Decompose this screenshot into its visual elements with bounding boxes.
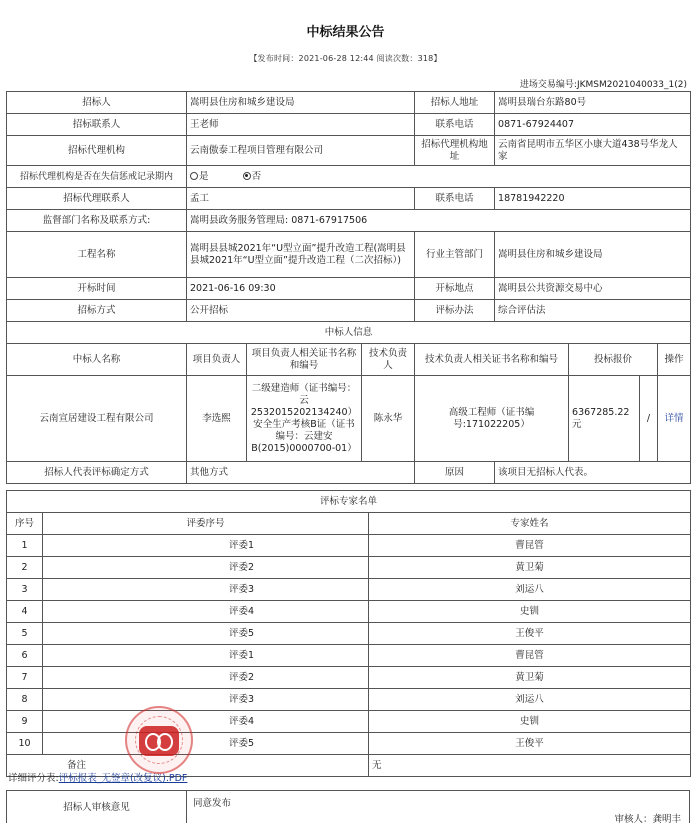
expert-row xyxy=(7,535,691,557)
expert-row xyxy=(7,689,691,711)
expert-no: 7 xyxy=(7,667,43,689)
detail-link[interactable]: 详情 xyxy=(658,376,691,462)
review-row xyxy=(6,790,690,823)
winner-name-header: 中标人名称 xyxy=(7,344,187,376)
reviewer: 审核人：龚明丰 xyxy=(614,814,681,823)
score-table-label: 详细评分表: xyxy=(8,773,59,784)
winner-price: 6367285.22元 xyxy=(569,376,640,462)
method-value: 公开招标 xyxy=(187,300,415,322)
contact-label: 招标联系人 xyxy=(7,114,187,136)
radio-yes-label: 是 xyxy=(199,170,209,182)
expert-no: 9 xyxy=(7,711,43,733)
agency-phone-label: 联系电话 xyxy=(415,188,495,210)
experts-section-title: 评标专家名单 xyxy=(7,491,691,513)
expert-no: 3 xyxy=(7,579,43,601)
open-time-label: 开标时间 xyxy=(7,278,187,300)
score-table-row xyxy=(6,770,690,788)
method-label: 招标方式 xyxy=(7,300,187,322)
contact-value: 王老师 xyxy=(187,114,415,136)
expert-seq: 评委4 xyxy=(43,601,369,623)
action-header: 操作 xyxy=(658,344,691,376)
radio-no-label: 否 xyxy=(251,170,262,182)
expert-name: 刘运八 xyxy=(369,579,691,601)
score-table-link[interactable]: 评标报表_无签章(改复议).PDF xyxy=(58,773,188,784)
expert-name: 史钏 xyxy=(369,601,691,623)
winner-tech-cert: 高级工程师（证书编号:171022205） xyxy=(415,376,569,462)
remark-value-text: 无 xyxy=(372,759,382,771)
expert-name: 史钏 xyxy=(369,711,691,733)
phone-label: 联系电话 xyxy=(415,114,495,136)
expert-row xyxy=(7,579,691,601)
publish-meta: 【发布时间：2021-06-28 12:44 阅读次数：318】 xyxy=(249,54,442,63)
expert-seq: 评委2 xyxy=(43,667,369,689)
open-place-label: 开标地点 xyxy=(415,278,495,300)
expert-seq: 评委4 xyxy=(43,711,369,733)
dishonest-label: 招标代理机构是否在失信惩戒记录期内 xyxy=(7,166,187,188)
expert-name: 王俊平 xyxy=(369,733,691,755)
agency-label: 招标代理机构 xyxy=(7,136,187,166)
dept-label: 行业主管部门 xyxy=(415,232,495,278)
expert-name: 黄卫菊 xyxy=(369,557,691,579)
expert-seq: 评委3 xyxy=(43,579,369,601)
expert-row xyxy=(7,645,691,667)
tech-header: 技术负责人 xyxy=(362,344,415,376)
expert-no-header: 序号 xyxy=(7,513,43,535)
eval-label: 评标办法 xyxy=(415,300,495,322)
open-time-value: 2021-06-16 09:30 xyxy=(187,278,415,300)
expert-row xyxy=(7,733,691,755)
expert-no: 10 xyxy=(7,733,43,755)
tenderer-label: 招标人 xyxy=(7,92,187,114)
expert-no: 4 xyxy=(7,601,43,623)
reason-label: 原因 xyxy=(415,462,495,484)
expert-name-header: 专家姓名 xyxy=(369,513,691,535)
expert-row xyxy=(7,601,691,623)
open-place-value: 嵩明县公共资源交易中心 xyxy=(495,278,691,300)
phone-value: 0871-67924407 xyxy=(495,114,691,136)
price-header: 投标报价 xyxy=(569,344,658,376)
expert-seq: 评委5 xyxy=(43,733,369,755)
agency-value: 云南傲泰工程项目管理有限公司 xyxy=(187,136,415,166)
expert-row xyxy=(7,557,691,579)
bid-info-table xyxy=(6,91,691,484)
winner-pm-cert: 二级建造师（证书编号：云2532015202134240）安全生产考核B证（证书编号：云建安B(2015)0000700-01） xyxy=(247,376,362,462)
expert-name: 黄卫菊 xyxy=(369,667,691,689)
agency-contact-label: 招标代理联系人 xyxy=(7,188,187,210)
expert-row xyxy=(7,711,691,733)
expert-no: 6 xyxy=(7,645,43,667)
review-label: 招标人审核意见 xyxy=(7,791,187,823)
radio-no[interactable] xyxy=(243,172,251,180)
expert-no: 5 xyxy=(7,623,43,645)
expert-name: 刘运八 xyxy=(369,689,691,711)
supervisor-value: 嵩明县政务服务管理局: 0871-67917506 xyxy=(187,210,691,232)
expert-seq: 评委2 xyxy=(43,557,369,579)
winner-pm: 李选熙 xyxy=(187,376,247,462)
tenderer-addr-label: 招标人地址 xyxy=(415,92,495,114)
project-label: 工程名称 xyxy=(7,232,187,278)
rep-value: 其他方式 xyxy=(187,462,415,484)
pm-header: 项目负责人 xyxy=(187,344,247,376)
radio-yes[interactable] xyxy=(190,172,198,180)
agency-contact-value: 孟工 xyxy=(187,188,415,210)
eval-value: 综合评估法 xyxy=(495,300,691,322)
rep-label: 招标人代表评标确定方式 xyxy=(7,462,187,484)
expert-name: 曹昆管 xyxy=(369,535,691,557)
winner-name: 云南宣居建设工程有限公司 xyxy=(7,376,187,462)
expert-name: 曹昆管 xyxy=(369,645,691,667)
agency-phone-value: 18781942220 xyxy=(495,188,691,210)
expert-row xyxy=(7,667,691,689)
expert-seq: 评委1 xyxy=(43,535,369,557)
reason-value: 该项目无招标人代表。 xyxy=(495,462,691,484)
expert-no: 2 xyxy=(7,557,43,579)
tech-cert-header: 技术负责人相关证书名称和编号 xyxy=(415,344,569,376)
expert-seq: 评委1 xyxy=(43,645,369,667)
seal-logo-icon xyxy=(139,726,179,756)
pm-cert-header: 项目负责人相关证书名称和编号 xyxy=(247,344,362,376)
dept-value: 嵩明县住房和城乡建设局 xyxy=(495,232,691,278)
expert-no: 8 xyxy=(7,689,43,711)
expert-seq: 评委5 xyxy=(43,623,369,645)
experts-table xyxy=(6,490,691,777)
dishonest-options xyxy=(187,166,691,188)
expert-seq: 评委3 xyxy=(43,689,369,711)
expert-no: 1 xyxy=(7,535,43,557)
expert-name: 王俊平 xyxy=(369,623,691,645)
tenderer-value: 嵩明县住房和城乡建设局 xyxy=(187,92,415,114)
expert-row xyxy=(7,623,691,645)
official-seal-icon xyxy=(125,706,193,774)
remark-label-text: 备注 xyxy=(67,759,87,771)
winner-price-slash: / xyxy=(640,376,658,462)
winner-section-title: 中标人信息 xyxy=(7,322,691,344)
expert-seq-header: 评委序号 xyxy=(43,513,369,535)
review-value: 同意发布 xyxy=(193,798,232,809)
project-value: 嵩明县县城2021年“U型立面”提升改造工程(嵩明县县城2021年“U型立面”提升改造工程（二次招标）) xyxy=(187,232,415,278)
winner-tech: 陈永华 xyxy=(362,376,415,462)
trade-number: 进场交易编号:JKMSM2021040033_1(2) xyxy=(519,80,687,90)
agency-addr-value: 云南省昆明市五华区小康大道438号华龙人家 xyxy=(495,136,691,166)
supervisor-label: 监督部门名称及联系方式: xyxy=(7,210,187,232)
page-title: 中标结果公告 xyxy=(306,25,385,40)
tenderer-addr-value: 嵩明县瑞台东路80号 xyxy=(495,92,691,114)
agency-addr-label: 招标代理机构地址 xyxy=(415,136,495,166)
